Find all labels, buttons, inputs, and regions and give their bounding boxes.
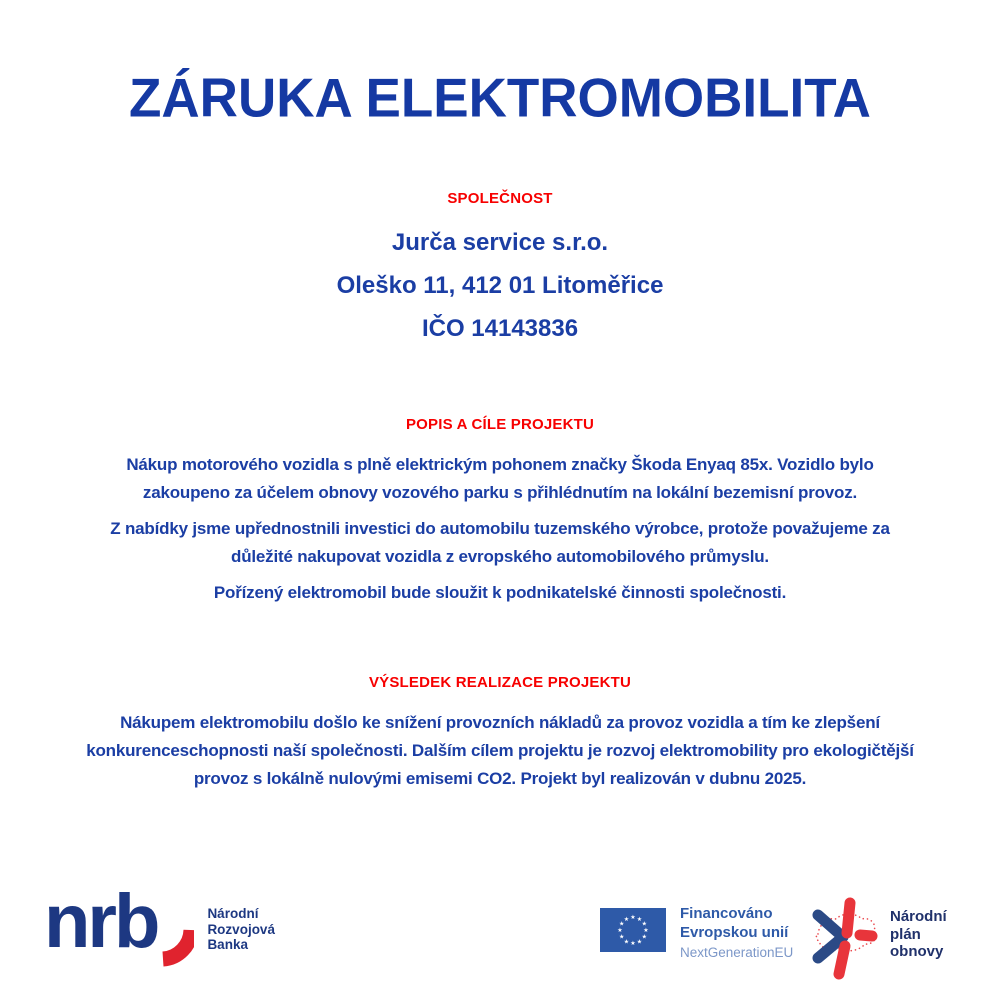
svg-text:★: ★ — [623, 915, 630, 923]
project-description-section — [0, 416, 1000, 607]
svg-text:★: ★ — [617, 927, 623, 935]
footer-logos — [0, 870, 1000, 1000]
eu-funding-logo — [600, 905, 794, 961]
svg-text:★: ★ — [641, 933, 647, 941]
npo-label: Národní plán obnovy — [890, 908, 947, 960]
next-generation-eu-label: NextGenerationEU — [680, 945, 794, 960]
company-name: Jurča service s.r.o. — [391, 229, 609, 256]
description-paragraph: Nákup motorového vozidla s plně elektrickým pohonem značky Škoda Enyaq 85x. Vozidlo bylo zakoupeno za účelem obnovy vozového parku s přihlédnutím na lokální bezemisní provoz. — [126, 455, 874, 502]
company-registration-number: IČO 14143836 — [421, 315, 579, 342]
nrb-logo — [44, 879, 275, 978]
company-section — [0, 190, 1000, 344]
project-result-section — [0, 674, 1000, 793]
result-paragraph: Nákupem elektromobilu došlo ke snížení provozních nákladů za provoz vozidla a tím ke zlepšení konkurenceschopnosti naší společnosti. Dalším cílem projektu je rozvoj elektromobility pro ekologičtější provoz s lokálně nulovými emisemi CO2. Projekt byl realizován v dubnu 2025. — [86, 713, 914, 788]
company-section-heading: SPOLEČNOST — [447, 190, 553, 207]
svg-text:★: ★ — [630, 914, 636, 922]
svg-text:★: ★ — [636, 915, 643, 923]
svg-text:★: ★ — [623, 938, 630, 946]
page-title: ZÁRUKA ELEKTROMOBILITA — [129, 67, 871, 129]
svg-text:★: ★ — [619, 933, 625, 941]
nrb-label: Národní Rozvojová Banka — [207, 906, 275, 952]
eu-funding-label: Financováno Evropskou unií NextGenerationEU — [680, 905, 794, 960]
company-address: Oleško 11, 412 01 Litoměřice — [336, 272, 664, 299]
svg-text:★: ★ — [630, 940, 636, 948]
svg-text:★: ★ — [643, 927, 649, 935]
nrb-wordmark: nrb — [44, 879, 158, 964]
description-paragraph: Pořízený elektromobil bude sloužit k podnikatelské činnosti společnosti. — [213, 583, 787, 602]
nrb-comma-icon — [160, 928, 194, 978]
svg-text:★: ★ — [636, 938, 643, 946]
svg-text:★: ★ — [641, 920, 647, 928]
description-paragraph: Z nabídky jsme upřednostnili investici do automobilu tuzemského výrobce, protože považujeme za důležité nakupovat vozidla z evropského automobilového průmyslu. — [110, 519, 890, 566]
svg-text:★: ★ — [619, 920, 625, 928]
npo-logo — [806, 892, 947, 988]
eu-flag-icon — [600, 908, 666, 952]
project-result-heading: VÝSLEDEK REALIZACE PROJEKTU — [368, 674, 632, 691]
npo-symbol-icon — [806, 892, 880, 988]
project-description-heading: POPIS A CÍLE PROJEKTU — [405, 416, 595, 433]
